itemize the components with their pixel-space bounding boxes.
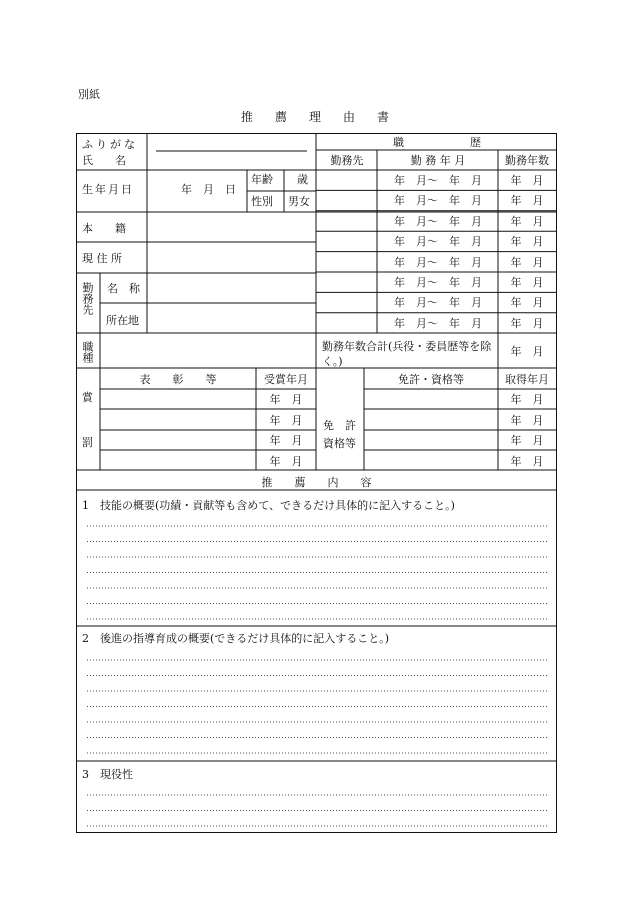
furigana-label: ふりがな (82, 138, 138, 151)
gender-options: 男女 (288, 195, 310, 208)
gender-label: 性別 (251, 195, 273, 208)
award-date-cell: 年 月 (269, 434, 303, 447)
recommendation-section-3: 3 現役性 (82, 768, 133, 781)
license-side-label: 免 許資格等 (323, 419, 356, 450)
career-col-years: 勤務年数 (505, 154, 549, 167)
address-label: 現 住 所 (82, 252, 122, 265)
workplace-label: 勤務先 (81, 282, 94, 315)
age-unit: 歳 (297, 173, 308, 186)
career-years-cell: 年 月 (510, 235, 544, 249)
career-total-label: 勤務年数合計(兵役・委員歴等を除く。) (322, 340, 492, 368)
attachment-label: 別紙 (78, 88, 100, 101)
award-date-cell: 年 月 (269, 393, 303, 406)
career-period-cell: 年 月～ 年 月 (394, 276, 482, 289)
awards-col-award: 表 彰 等 (139, 373, 217, 386)
birthdate-format: 年 月 日 (181, 183, 236, 196)
recommendation-section-2: 2 後進の指導育成の概要(できるだけ具体的に記入すること。) (82, 632, 390, 645)
recommendation-section-1: 1 技能の概要(功績・貢献等も含めて、できるだけ具体的に記入すること。) (82, 499, 455, 512)
awards-side-label-bottom: 罰 (82, 436, 93, 449)
career-years-cell: 年 月 (510, 316, 544, 330)
career-period-cell: 年 月～ 年 月 (394, 296, 482, 310)
career-period-cell: 年 月～ 年 月 (394, 235, 482, 249)
career-col-workplace: 勤務先 (330, 154, 364, 167)
awards-col-date: 受賞年月 (264, 373, 308, 386)
occupation-label: 職種 (81, 341, 94, 363)
awards-side-label-top: 賞 (82, 391, 93, 404)
license-date-cell: 年 月 (510, 455, 544, 468)
recommendation-heading: 推 薦 内 容 (261, 476, 372, 489)
license-date-cell: 年 月 (510, 393, 544, 406)
career-years-cell: 年 月 (510, 174, 544, 187)
license-col: 免許・資格等 (398, 373, 464, 386)
career-period-cell: 年 月～ 年 月 (394, 214, 482, 228)
career-period-cell: 年 月～ 年 月 (394, 174, 482, 187)
domicile-label: 本 籍 (82, 222, 126, 235)
workplace-name-label: 名 称 (107, 282, 140, 295)
award-date-cell: 年 月 (269, 414, 303, 427)
career-period-cell: 年 月～ 年 月 (394, 194, 482, 208)
career-years-cell: 年 月 (510, 276, 544, 289)
age-label: 年齢 (251, 173, 273, 186)
career-heading: 職 歴 (393, 136, 481, 149)
career-years-cell: 年 月 (510, 296, 544, 310)
career-total-format: 年 月 (510, 345, 544, 358)
workplace-location-label: 所在地 (106, 314, 139, 327)
career-years-cell: 年 月 (510, 255, 544, 269)
career-years-cell: 年 月 (510, 194, 544, 208)
career-period-cell: 年 月～ 年 月 (394, 255, 482, 269)
career-years-cell: 年 月 (510, 214, 544, 228)
award-date-cell: 年 月 (269, 455, 303, 468)
career-period-cell: 年 月～ 年 月 (394, 316, 482, 330)
license-col-date: 取得年月 (505, 373, 549, 386)
career-col-period: 勤 務 年 月 (410, 154, 466, 167)
page-title: 推薦理由書 (240, 110, 411, 124)
birthdate-label: 生年月日 (82, 183, 134, 196)
name-label: 氏 名 (82, 154, 126, 167)
license-date-cell: 年 月 (510, 414, 544, 427)
license-date-cell: 年 月 (510, 434, 544, 447)
